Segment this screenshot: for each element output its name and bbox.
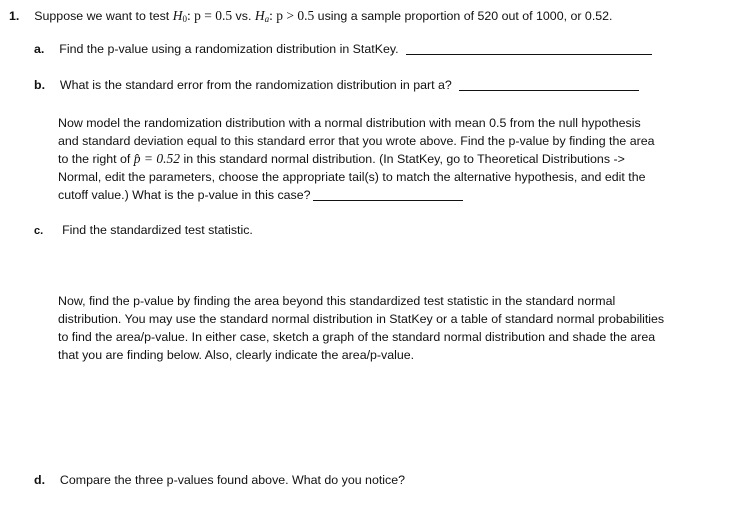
part-b	[34, 78, 639, 92]
part-c-label: c.	[34, 225, 44, 237]
part-a-label: a.	[34, 42, 45, 56]
question-1	[9, 8, 613, 24]
part-b-line: and standard deviation equal to this standard error that you wrote above. Find the p-value by finding the area	[58, 134, 655, 148]
null-hypothesis: $H_0$: p = 0.5	[172, 8, 233, 24]
part-b-paragraph	[58, 114, 655, 204]
part-c-line: Now, find the p-value by finding the area beyond this standardized test statistic in the standard normal	[58, 294, 616, 308]
part-b-pvalue-blank[interactable]	[313, 199, 463, 201]
part-b-line: cutoff value.) What is the p-value in this case?	[58, 186, 655, 204]
part-c	[34, 223, 253, 237]
part-d-label: d.	[34, 473, 46, 487]
part-a	[34, 42, 652, 56]
part-d	[34, 473, 405, 487]
question-number: 1.	[9, 9, 20, 23]
question-intro: Suppose we want to test	[34, 9, 170, 23]
alt-hypothesis: $H_a$: p > 0.5	[254, 8, 315, 24]
part-c-paragraph	[58, 292, 664, 364]
part-d-text: Compare the three p-values found above. What do you notice?	[59, 473, 406, 487]
part-b-text: What is the standard error from the randomization distribution in part a?	[59, 78, 452, 92]
part-b-line: Now model the randomization distribution with a normal distribution with mean 0.5 from the null hypothesis	[58, 116, 641, 130]
part-a-answer-blank[interactable]	[406, 53, 652, 55]
question-intro-suffix: using a sample proportion of 520 out of 1000, or 0.52.	[317, 9, 613, 23]
part-c-text: Find the standardized test statistic.	[62, 223, 253, 237]
part-b-line: to the right of p̂ = 0.52 in this standard normal distribution. (In StatKey, go to Theoretical Distributions ->	[58, 151, 625, 166]
phat-expression: p̂ = 0.52	[133, 151, 181, 166]
part-a-text: Find the p-value using a randomization distribution in StatKey.	[59, 42, 399, 56]
part-b-answer-blank[interactable]	[459, 89, 639, 91]
part-b-label: b.	[34, 78, 46, 92]
part-c-line: to find the area/p-value. In either case, sketch a graph of the standard normal distribution and shade the area	[58, 330, 656, 344]
part-c-line: distribution. You may use the standard normal distribution in StatKey or a table of standard normal probabilities	[58, 312, 665, 326]
vs-text: vs.	[235, 9, 252, 23]
part-c-line: that you are finding below. Also, clearly indicate the area/p-value.	[58, 348, 415, 362]
part-b-line: Normal, edit the parameters, choose the appropriate tail(s) to match the alternative hypothesis, and edit the	[58, 170, 646, 184]
